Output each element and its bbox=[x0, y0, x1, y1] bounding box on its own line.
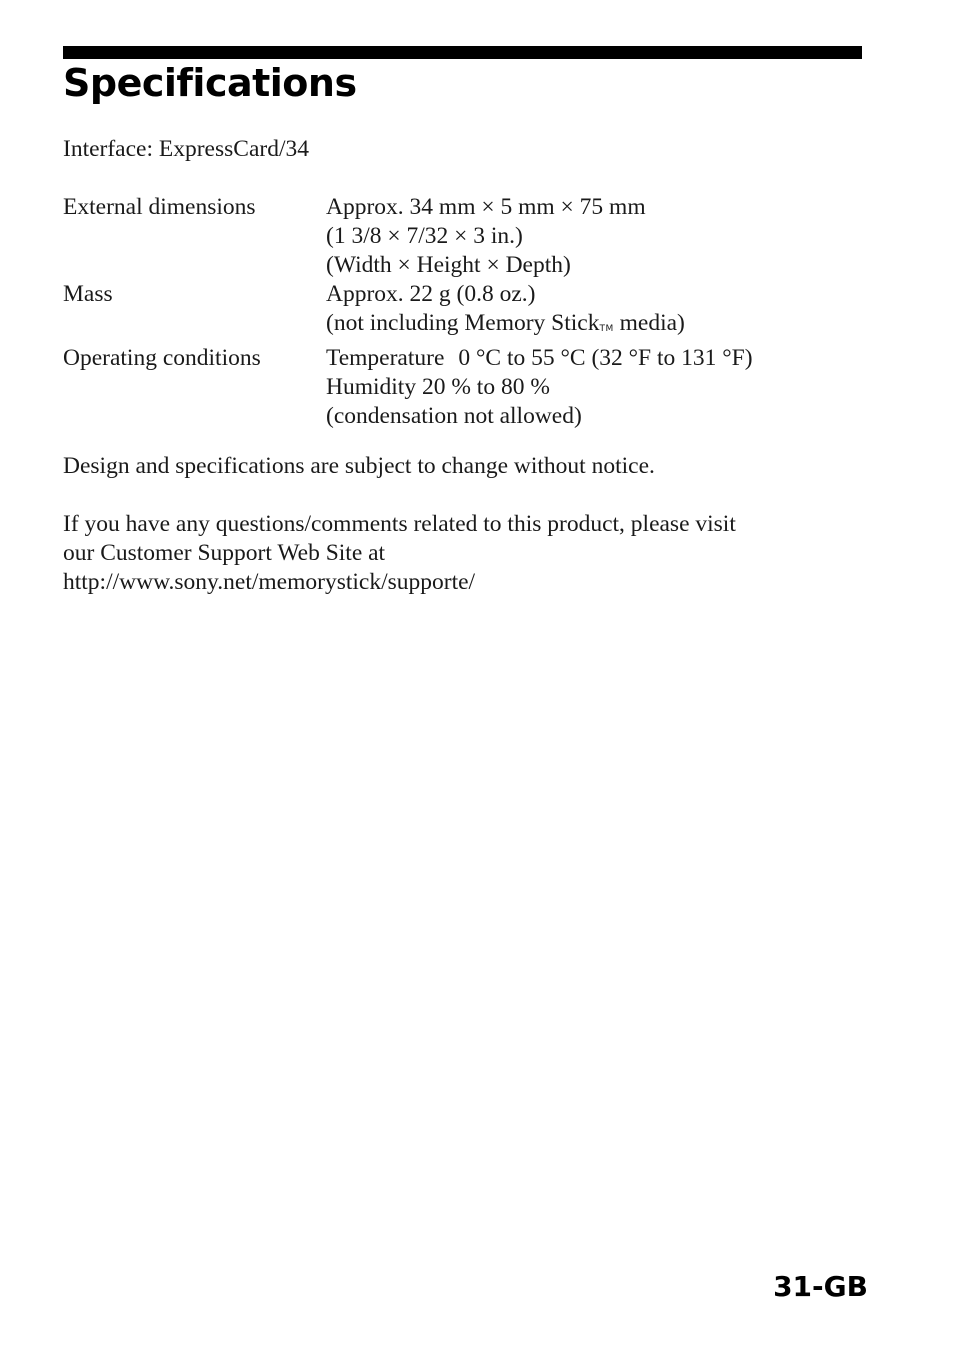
mass-note-before: (not including Memory Stick bbox=[326, 310, 600, 336]
interface-line: Interface: ExpressCard/34 bbox=[63, 136, 309, 162]
spec-row-operating-conditions bbox=[63, 344, 753, 431]
page-title: Specifications bbox=[63, 61, 357, 105]
support-text-line-1: If you have any questions/comments related to this product, please visit bbox=[63, 511, 736, 537]
title-rule bbox=[63, 46, 862, 59]
spec-row-mass bbox=[63, 280, 753, 344]
page-number: 31-GB bbox=[773, 1270, 868, 1303]
spec-values bbox=[326, 344, 753, 431]
spec-value-line: (condensation not allowed) bbox=[326, 403, 582, 429]
spec-value-line: Approx. 34 mm × 5 mm × 75 mm bbox=[326, 194, 646, 220]
temperature-value: 0 °C to 55 °C (32 °F to 131 °F) bbox=[458, 345, 753, 371]
spec-value-line bbox=[326, 309, 753, 344]
spec-value-line bbox=[326, 344, 753, 373]
spec-row-external-dimensions bbox=[63, 193, 753, 280]
temperature-label: Temperature bbox=[326, 345, 445, 371]
mass-note-after: media) bbox=[613, 310, 685, 336]
specs-table bbox=[63, 193, 753, 431]
support-url: http://www.sony.net/memorystick/supporte/ bbox=[63, 569, 476, 595]
spec-value-line: (Width × Height × Depth) bbox=[326, 252, 571, 278]
spec-label: Mass bbox=[63, 281, 113, 307]
spec-value-line: (1 3/8 × 7/32 × 3 in.) bbox=[326, 223, 523, 249]
notice-text: Design and specifications are subject to change without notice. bbox=[63, 453, 655, 479]
spec-values bbox=[326, 280, 753, 344]
spec-value-line: Approx. 22 g (0.8 oz.) bbox=[326, 281, 536, 307]
spec-label: Operating conditions bbox=[63, 345, 261, 371]
spec-value-line: Humidity 20 % to 80 % bbox=[326, 374, 550, 400]
spec-label: External dimensions bbox=[63, 194, 256, 220]
support-text-line-2: our Customer Support Web Site at bbox=[63, 540, 386, 566]
trademark-mark: TM bbox=[599, 324, 614, 334]
spec-values bbox=[326, 193, 753, 280]
